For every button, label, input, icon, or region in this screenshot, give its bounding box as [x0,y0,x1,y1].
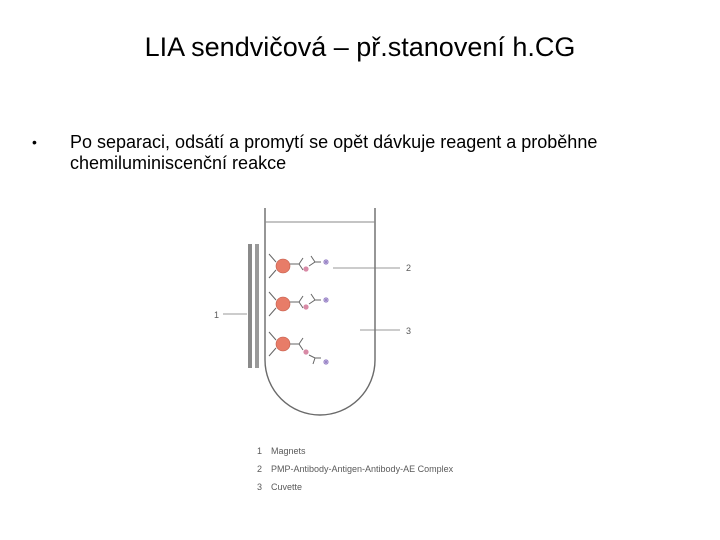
legend-number-3: 3 [257,482,263,492]
antigen-1 [303,266,308,271]
magnet-bar-2 [255,244,259,368]
magnet-bar-1 [248,244,252,368]
complex-1 [269,254,329,278]
lia-diagram-svg [205,200,465,500]
legend-label-1: Magnets [271,446,306,456]
particle-3 [276,337,290,351]
lia-diagram [205,200,465,500]
bullet-line-1: Po separaci, odsátí a promytí se opět dávkuje reagent a proběhne [70,132,598,152]
particle-2 [276,297,290,311]
cuvette-outline [265,208,375,415]
bullet-text [70,132,692,174]
legend-label-3: Cuvette [271,482,303,492]
callout-3: 3 [406,326,412,336]
complex-2 [269,292,329,316]
legend-number-1: 1 [257,446,263,456]
complex-3 [269,332,329,365]
antigen-2 [303,304,308,309]
legend-label-2: PMP-Antibody-Antigen-Antibody-AE Complex [271,464,454,474]
callout-2: 2 [406,263,412,273]
slide-title: LIA sendvičová – př.stanovení h.CG [144,32,576,62]
ae-label-3 [323,359,329,365]
bullet-marker: • [32,134,37,150]
callout-1: 1 [214,310,220,320]
ae-label-1 [323,259,329,265]
ae-label-2 [323,297,329,303]
legend-number-2: 2 [257,464,263,474]
particle-1 [276,259,290,273]
antigen-3 [303,349,308,354]
bullet-line-2: chemiluminiscenční reakce [70,153,287,173]
bullet-list [32,132,692,174]
